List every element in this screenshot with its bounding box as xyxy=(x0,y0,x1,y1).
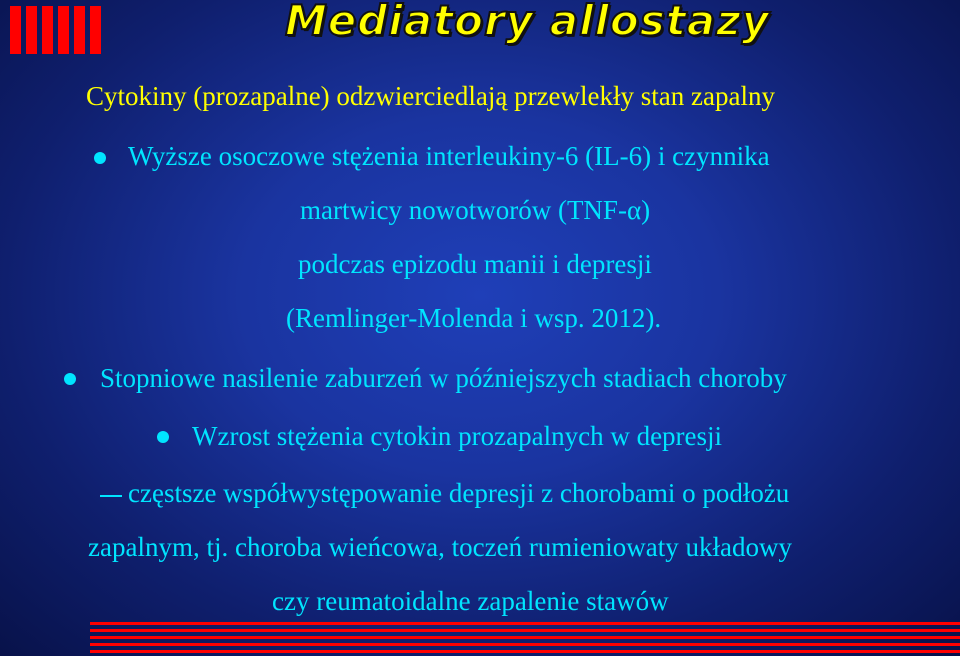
slide-title: Mediatory allostazy xyxy=(285,0,770,45)
bullet-dot xyxy=(64,373,76,385)
decorative-stripes-bottom xyxy=(90,622,960,656)
bullet3-text: Wzrost stężenia cytokin prozapalnych w depresji xyxy=(192,421,723,451)
bullet2-text: Stopniowe nasilenie zaburzeń w późniejszych stadiach choroby xyxy=(100,363,787,393)
bullet1-line1: Wyższe osoczowe stężenia interleukiny-6 (IL-6) i czynnika xyxy=(128,141,770,171)
dash-marker xyxy=(100,495,122,497)
bullet1-line3: podczas epizodu manii i depresji xyxy=(298,249,652,279)
dash-line1: częstsze współwystępowanie depresji z chorobami o podłożu xyxy=(128,478,790,508)
bullet-dot xyxy=(94,152,106,164)
decorative-stripes-top xyxy=(0,6,110,54)
bullet1-line2: martwicy nowotworów (TNF-α) xyxy=(300,195,651,225)
bullet-dot xyxy=(157,431,169,443)
slide-heading: Cytokiny (prozapalne) odzwierciedlają przewlekły stan zapalny xyxy=(86,81,775,111)
dash-line2: zapalnym, tj. choroba wieńcowa, toczeń rumieniowaty układowy xyxy=(88,532,793,562)
bullet1-line4: (Remlinger-Molenda i wsp. 2012). xyxy=(286,303,662,333)
dash-line3: czy reumatoidalne zapalenie stawów xyxy=(272,586,669,616)
